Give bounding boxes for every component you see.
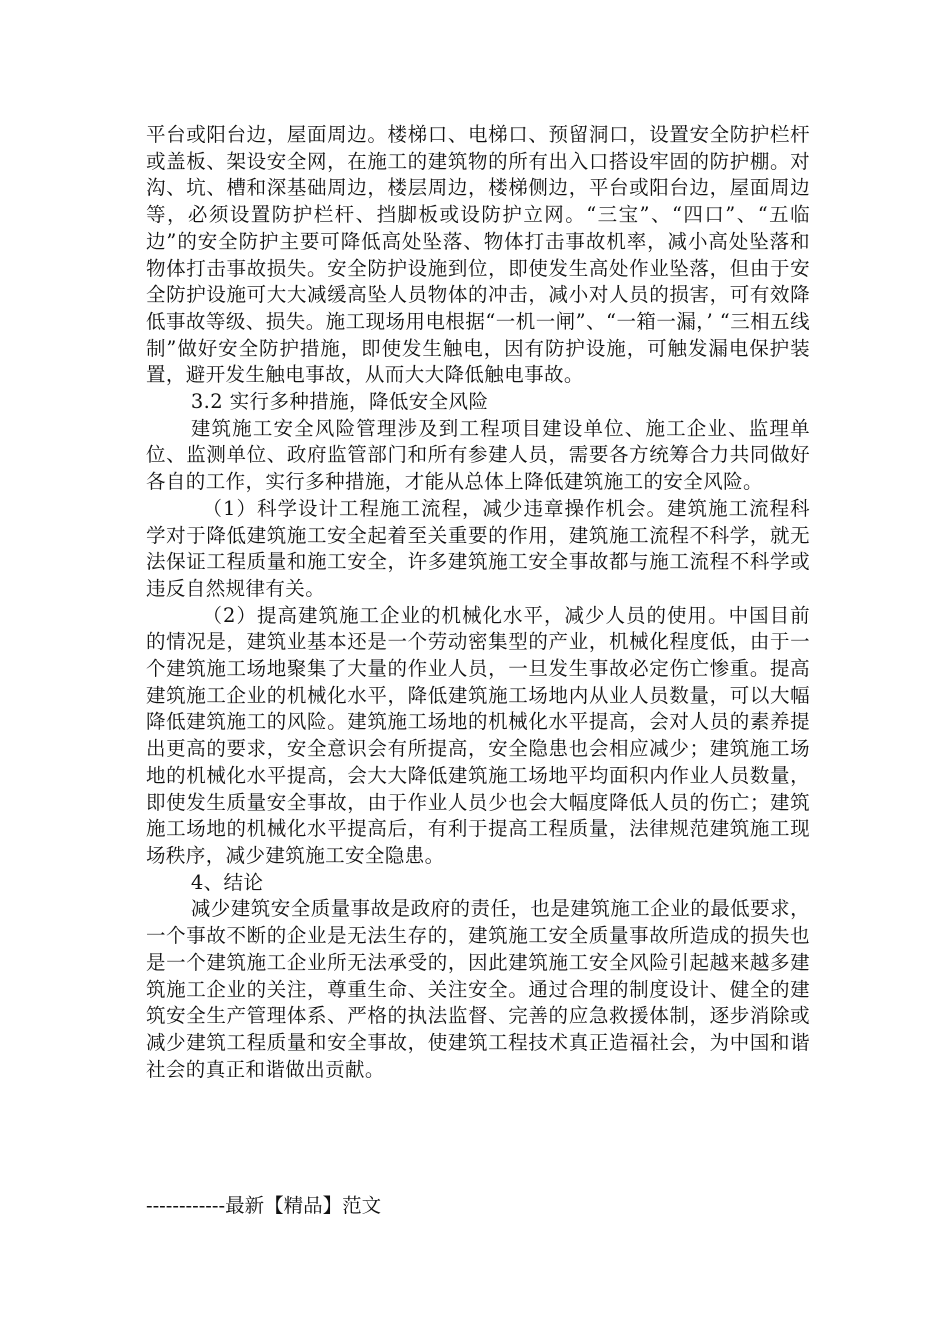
document-body — [146, 122, 810, 1083]
body-paragraph: （2）提高建筑施工企业的机械化水平，减少人员的使用。中国目前的情况是，建筑业基本还是一个劳动密集型的产业，机械化程度低，由于一个建筑施工场地聚集了大量的作业人员，一旦发生事故必定伤亡惨重。提高建筑施工企业的机械化水平，降低建筑施工场地内从业人员数量，可以大幅降低建筑施工的风险。建筑施工场地的机械化水平提高，会对人员的素养提出更高的要求，安全意识会有所提高，安全隐患也会相应减少；建筑施工场地的机械化水平提高，会大大降低建筑施工场地平均面积内作业人员数量，即使发生质量安全事故，由于作业人员少也会大幅度降低人员的伤亡；建筑施工场地的机械化水平提高后，有利于提高工程质量，法律规范建筑施工现场秩序，减少建筑施工安全隐患。 — [146, 603, 810, 867]
section-heading: 3.2 实行多种措施，降低安全风险 — [190, 390, 489, 414]
section-heading: 4、结论 — [190, 870, 264, 894]
page-footer: ------------最新【精品】范文 — [146, 1194, 382, 1217]
body-paragraph: 建筑施工安全风险管理涉及到工程项目建设单位、施工企业、监理单位、监测单位、政府监管部门和所有参建人员，需要各方统筹合力共同做好各自的工作，实行多种措施，才能从总体上降低建筑施工的安全风险。 — [146, 416, 810, 494]
body-paragraph: （1）科学设计工程施工流程，减少违章操作机会。建筑施工流程科学对于降低建筑施工安全起着至关重要的作用，建筑施工流程不科学，就无法保证工程质量和施工安全，许多建筑施工安全事故都与施工流程不科学或违反自然规律有关。 — [146, 496, 810, 600]
body-paragraph: 平台或阳台边，屋面周边。楼梯口、电梯口、预留洞口，设置安全防护栏杆或盖板、架设安全网，在施工的建筑物的所有出入口搭设牢固的防护棚。对沟、坑、槽和深基础周边，楼层周边，楼梯侧边，平台或阳台边，屋面周边等，必须设置防护栏杆、挡脚板或设防护立网。“三宝”、“四口”、“五临边”的安全防护主要可降低高处坠落、物体打击事故机率，减小高处坠落和物体打击事故损失。安全防护设施到位，即使发生高处作业坠落，但由于安全防护设施可大大减缓高坠人员物体的冲击，减小对人员的损害，可有效降低事故等级、损失。施工现场用电根据“一机一闸”、“一箱一漏，’ “三相五线制”做好安全防护措施，即使发生触电，因有防护设施，可触发漏电保护装置，避开发生触电事故，从而大大降低触电事故。 — [146, 123, 810, 387]
body-paragraph: 减少建筑安全质量事故是政府的责任，也是建筑施工企业的最低要求，一个事故不断的企业是无法生存的，建筑施工安全质量事故所造成的损失也是一个建筑施工企业所无法承受的，因此建筑施工安全风险引起越来越多建筑施工企业的关注，尊重生命、关注安全。通过合理的制度设计、健全的建筑安全生产管理体系、严格的执法监督、完善的应急救援体制，逐步消除或减少建筑工程质量和安全事故，使建筑工程技术真正造福社会，为中国和谐社会的真正和谐做出贡献。 — [146, 897, 810, 1081]
